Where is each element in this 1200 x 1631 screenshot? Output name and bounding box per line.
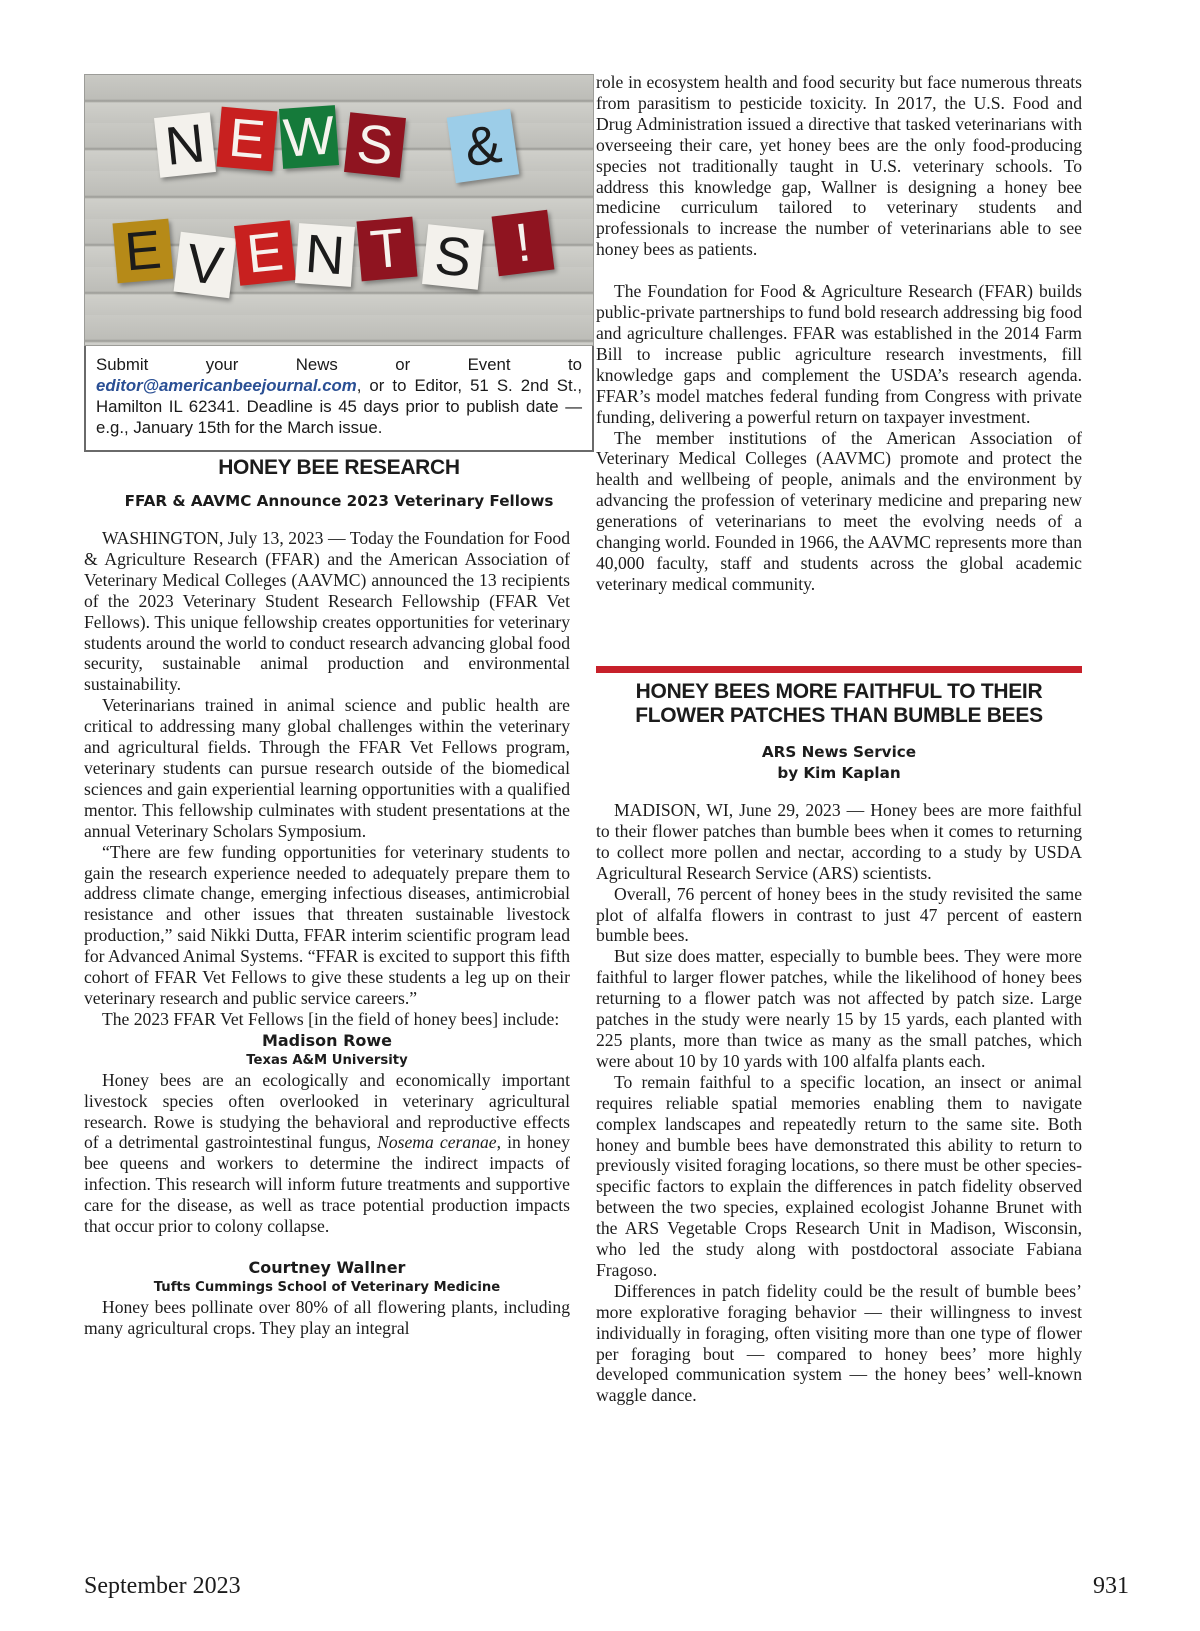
article2-title-line: HONEY BEES MORE FAITHFUL TO THEIR [635, 680, 1043, 703]
paragraph: To remain faithful to a specific location, an insect or animal requires reliable spatial memories enabling them to navigate complex landscapes and repeatedly return to the same site. Both honey and bumble bees have demonstrated this ability to return to previously visited foraging locations, so there must be other species-specific factors to explain the differences in patch fidelity observed between the two species, explained ecologist Johanne Brunet with the ARS Vegetable Crops Research Unit in Madison, Wisconsin, who led the study along with postdoctoral associate Fabiana Fragoso. [596, 1071, 1082, 1280]
paragraph: MADISON, WI, June 29, 2023 — Honey bees are more faithful to their flower patches than bumble bees when it comes to returning to collect more pollen and nectar, according to a study by USDA Agricultural Research Service (ARS) scientists. [596, 800, 1082, 883]
paragraph: Veterinarians trained in animal science and public health are critical to addressing many global challenges within the veterinary and agricultural fields. Through the FFAR Vet Fellows program, veterinary students can pursue research outside of the biomedical sciences and gain experiential learning opportunities with a qualified mentor. This fellowship culminates with student presentations at the annual Veterinary Scholars Symposium. [84, 695, 570, 841]
banner-tile: ! [492, 210, 555, 276]
banner-tile: S [344, 112, 406, 178]
paragraph: WASHINGTON, July 13, 2023 — Today the Foundation for Food & Agriculture Research (FFAR) and the American Association of Veterinary Medical Colleges (AAVMC) announced the 13 recipients of the 2023 Veterinary Student Research Fellowship (FFAR Vet Fellows). This unique fellowship creates opportunities for veterinary students around the world to conduct research advancing global food security, sustainable animal production and environmental sustainability. [84, 528, 570, 695]
fellow-affiliation: Texas A&M University [246, 1052, 408, 1068]
paragraph: The Foundation for Food & Agriculture Research (FFAR) builds public-private partnerships to fund bold research addressing big food and agriculture challenges. FFAR was established in the 2014 Farm Bill to increase public agriculture research investments, fill knowledge gaps and complement the USDA’s research agenda. FFAR’s model matches federal funding from Congress with private funding, delivering a powerful return on taxpayer investment. [596, 281, 1082, 427]
article2-body [596, 800, 1082, 1406]
paragraph: The member institutions of the American Association of Veterinary Medical Colleges (AAVMC) promote and protect the health and wellbeing of people, animals and the environment by advancing the profession of veterinary medicine and preparing new generations of veterinarians to meet the evolving needs of a changing world. Founded in 1966, the AAVMC represents more than 40,000 faculty, staff and students across the global academic veterinary medical community. [596, 427, 1082, 594]
paragraph: Overall, 76 percent of honey bees in the study revisited the same plot of alfalfa flowers in contrast to just 47 percent of eastern bumble bees. [596, 883, 1082, 946]
banner-tile: E [216, 107, 277, 172]
left-article-body [84, 528, 570, 1339]
banner-tile: E [234, 220, 296, 286]
right-article-body [596, 72, 1082, 595]
article2-title-line: FLOWER PATCHES THAN BUMBLE BEES [635, 704, 1043, 727]
submission-prefix: Submit your News or Event to [96, 355, 582, 374]
banner-tile: T [356, 217, 417, 282]
fellow-name: Courtney Wallner [248, 1258, 406, 1277]
page-number: 931 [1093, 1573, 1129, 1599]
banner-tile: N [295, 223, 355, 287]
submission-notice [84, 346, 594, 452]
article2-title [596, 680, 1082, 728]
paragraph [84, 1070, 570, 1237]
article2-byline: by Kim Kaplan [777, 764, 901, 782]
banner-tile: V [174, 232, 237, 298]
issue-date: September 2023 [84, 1573, 241, 1599]
paragraph: “There are few funding opportunities for veterinary students to gain the research experience needed to adequately prepare them to address climate change, emerging infectious diseases, antimicrobial resistance and other issues that threaten sustainable livestock production,” said Nikki Dutta, FFAR interim scientific program lead for Advanced Animal Systems. “FFAR is excited to support this fifth cohort of FFAR Vet Fellows to give these students a leg up on their veterinary research and public service careers.” [84, 841, 570, 1008]
banner-tile: N [154, 112, 216, 178]
species-name: Nosema ceranae [377, 1132, 497, 1153]
banner-tile: S [422, 224, 484, 290]
paragraph: The 2023 FFAR Vet Fellows [in the field of honey bees] include: [102, 1008, 560, 1029]
section-title: HONEY BEE RESEARCH [218, 456, 460, 479]
news-events-banner [84, 74, 594, 346]
banner-tile: E [112, 219, 173, 284]
section-divider [596, 666, 1082, 673]
fellow-name: Madison Rowe [261, 1030, 393, 1050]
paragraph: Honey bees pollinate over 80% of all flowering plants, including many agricultural crops. They play an integral [84, 1297, 570, 1338]
paragraph: Differences in patch fidelity could be the result of bumble bees’ more explorative foraging behavior — their willingness to invest individually in foraging, often visiting more than one type of flower per foraging bout — compared to honey bees’ more highly developed communication system — the honey bees’ well-known waggle dance. [596, 1280, 1082, 1406]
paragraph: But size does matter, especially to bumble bees. They were more faithful to larger flower patches, while the likelihood of honey bees returning to a flower patch was not affected by patch size. Large patches in the study were nearly 15 by 15 yards, each planted with 225 plants, more than twice as many as the small patches, which were about 10 by 10 yards with 100 alfalfa plants each. [596, 946, 1082, 1071]
editor-email-link[interactable]: editor@americanbeejournal.com [96, 376, 357, 395]
article-title: FFAR & AAVMC Announce 2023 Veterinary Fellows [124, 492, 554, 510]
banner-tile: & [447, 109, 520, 183]
paragraph: role in ecosystem health and food security but face numerous threats from parasitism to pesticide toxicity. In 2017, the U.S. Food and Drug Administration issued a directive that tasked veterinarians with overseeing their care, yet honey bees are the only food-producing species not traditionally taught in U.S. veterinary schools. To address this knowledge gap, Wallner is designing a honey bee medicine curriculum tailored to veterinary students and professionals to increase the number of veterinarians able to see honey bees as patients. [596, 72, 1082, 260]
text-run: Honey bees are an ecologically and economically important livestock species often overlooked in veterinary agricultural research. Rowe is studying the behavioral and reproductive effects of a detrimental gastrointestinal fungus, [84, 1069, 570, 1153]
fellow-affiliation: Tufts Cummings School of Veterinary Medicine [153, 1280, 501, 1295]
article2-source: ARS News Service [761, 743, 917, 761]
text-run: , in honey bee queens and workers to determine the indirect impacts of infection. This research will inform future treatments and supportive care for the disease, as well as trace potential production impacts that occur prior to colony collapse. [84, 1132, 570, 1237]
submission-suffix: , or to Editor, 51 S. 2nd St., Hamilton IL 62341. Deadline is 45 days prior to publish date — e.g., January 15th for the March issue. [96, 376, 582, 437]
banner-tile: W [279, 105, 339, 169]
